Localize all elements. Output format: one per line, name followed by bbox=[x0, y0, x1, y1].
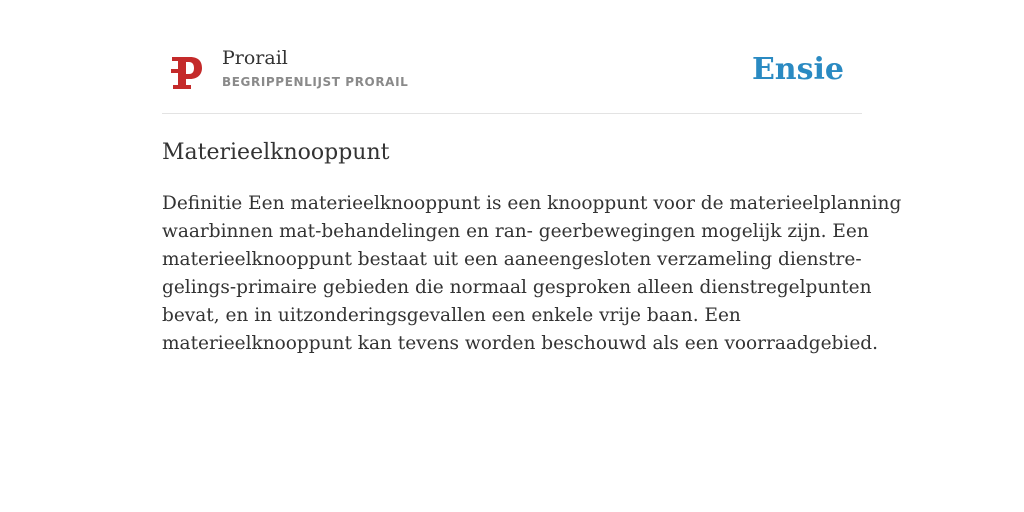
site-logo-text[interactable]: Ensie bbox=[751, 52, 844, 87]
definition-line: gelings-primaire gebieden die normaal gesproken alleen dienstregelpunten bbox=[162, 277, 872, 298]
header bbox=[162, 40, 862, 114]
prorail-logo-icon[interactable] bbox=[170, 53, 204, 91]
definition-text bbox=[162, 190, 902, 358]
definition-line: bevat, en in uitzonderingsgevallen een enkele vrije baan. Een bbox=[162, 305, 741, 326]
page-title: Materieelknooppunt bbox=[162, 140, 390, 165]
brand-subtitle[interactable]: BEGRIPPENLIJST PRORAIL bbox=[222, 75, 409, 89]
definition-line: materieelknooppunt kan tevens worden beschouwd als een voorraadgebied. bbox=[162, 333, 878, 354]
definition-line: materieelknooppunt bestaat uit een aaneengesloten verzameling dienstre- bbox=[162, 249, 862, 270]
definition-line: Definitie Een materieelknooppunt is een knooppunt voor de materieelplanning bbox=[162, 193, 902, 214]
definition-line: waarbinnen mat-behandelingen en ran- geerbewegingen mogelijk zijn. Een bbox=[162, 221, 869, 242]
brand-name[interactable]: Prorail bbox=[222, 47, 288, 69]
